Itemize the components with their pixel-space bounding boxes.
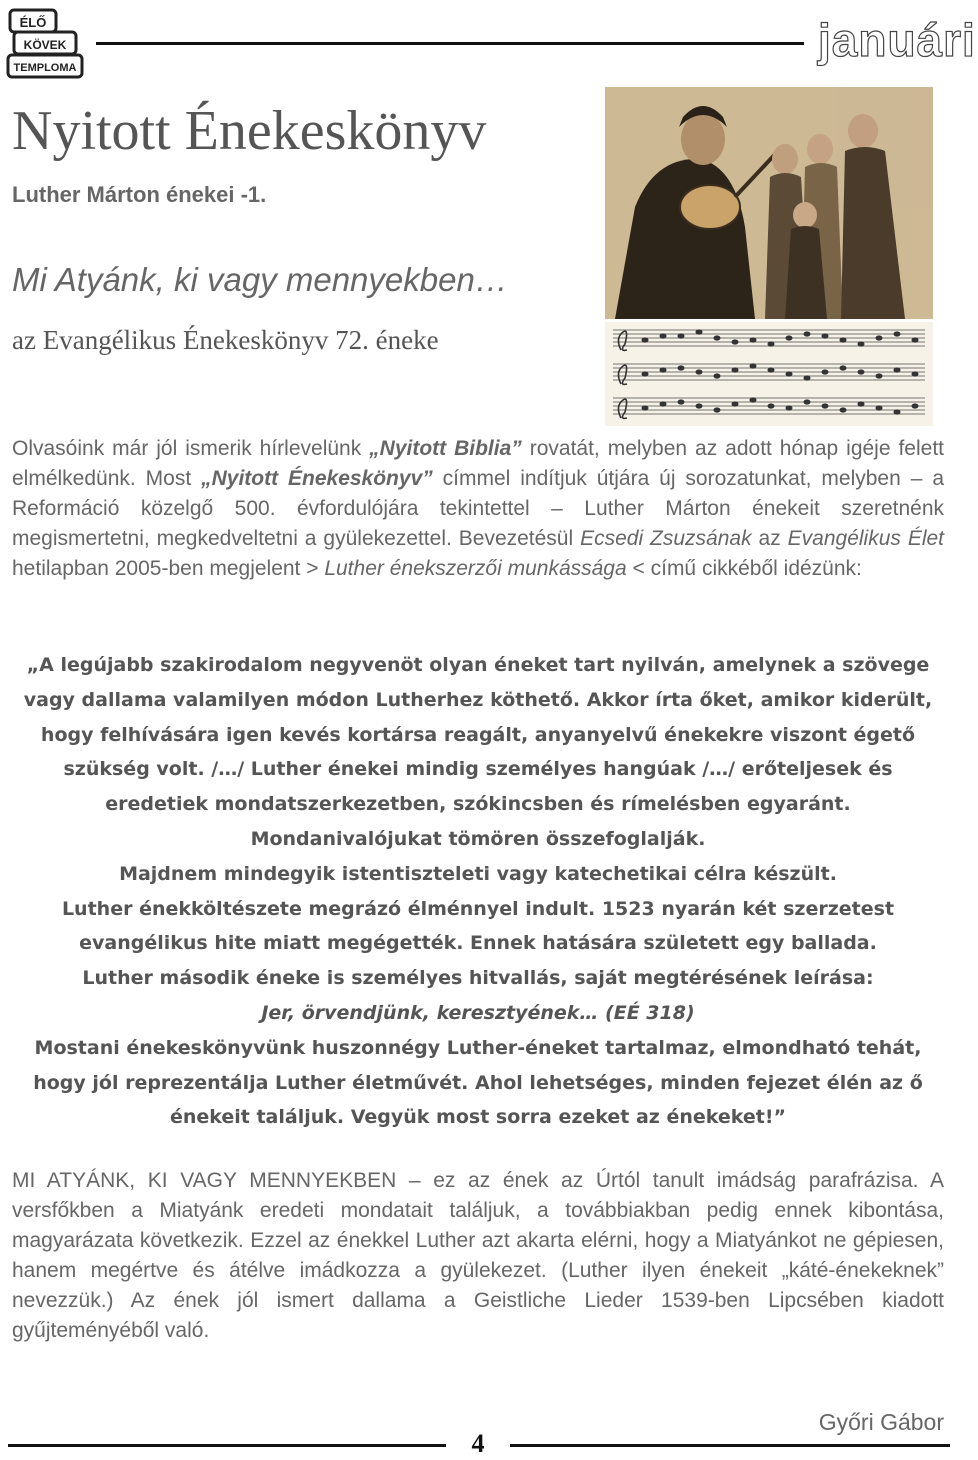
sheet-music-score: [605, 322, 933, 426]
page-title: Nyitott Énekeskönyv: [12, 100, 487, 162]
page-number: 4: [471, 1429, 485, 1458]
hymn-title: Mi Atyánk, ki vagy mennyekben…: [12, 261, 508, 298]
quote-paragraph-6: Mostani énekeskönyvünk huszonnégy Luther-éneket tartalmaz, elmondható tehát, hogy jól reprezentálja Luther életművét. Ahol lehetséges, minden fejezet élén az ő énekeit találjuk. Vegyük most sorra ezeket az énekeket!”: [33, 1036, 923, 1129]
issue-month: januári: [818, 14, 976, 66]
nyitott-enekeskonyv-highlight: „Nyitott Énekeskönyv”: [201, 467, 433, 490]
logo-text-line-3: TEMPLOMA: [13, 62, 77, 74]
cited-article-title: Luther énekszerzői munkássága: [324, 557, 627, 580]
quote-paragraph-4: Luther második éneke is személyes hitvallás, saját megtérésének leírása:: [82, 967, 874, 990]
quote-block: [12, 648, 944, 1135]
quote-hymn-reference: Jer, örvendjünk, keresztyének… (EÉ 318): [261, 1001, 695, 1024]
header-rule: [96, 42, 804, 45]
footer-rule-left: [8, 1444, 446, 1447]
hymn-source: az Evangélikus Énekeskönyv 72. éneke: [12, 325, 439, 355]
intro-paragraph: Olvasóink már jól ismerik hírlevelünk „Nyitott Biblia” rovatát, melyben az adott hónap igéje felett elmélkedünk. Most „Nyitott Énekeskönyv” címmel indítjuk útjára új sorozatunkat, melyben – a Reformáció közelgő 500. évfordulójára tekintettel – Luther Márton énekeit szeretnénk megismertetni, megkedveltetni a gyülekezettel. Bevezetésül Ecsedi Zsuzsának az Evangélikus Élet hetilapban 2005-ben megjelent > Luther énekszerzői munkássága < című cikkéből idézünk:: [12, 437, 945, 580]
logo-block-top: [10, 10, 56, 32]
quote-paragraph-2: Majdnem mindegyik istentiszteleti vagy katechetikai célra készült.: [119, 862, 837, 885]
author-name-italic: Ecsedi Zsuzsának: [580, 527, 752, 550]
church-logo: [6, 6, 86, 82]
logo-text-line-2: KÖVEK: [23, 38, 67, 52]
luther-family-engraving: [605, 87, 933, 319]
logo-block-bottom: [8, 55, 82, 77]
quote-paragraph-1: „A legújabb szakirodalom negyvenöt olyan éneket tart nyilván, amelynek a szövege vagy dallama valamilyen módon Lutherhez köthető. Akkor írta őket, amikor kiderült, hogy felhívására igen kevés kortársa reagált, anyanyelvű énekekre viszont égető szükség volt. /…/ Luther énekei mindig személyes hangúak /…/ erőteljesek és eredetiek mondatszerkezetben, szókincsben és rímelésben egyaránt. Mondanivalójukat tömören összefoglalják.: [23, 654, 933, 850]
article-subtitle: Luther Márton énekei -1.: [12, 182, 267, 207]
logo-block-middle: [14, 32, 76, 54]
publication-name-italic: Evangélikus Élet: [787, 527, 945, 550]
quote-paragraph-3: Luther énekköltészete megrázó élménnyel indult. 1523 nyarán két szerzetest evangélikus hite miatt megégették. Ennek hatására született egy ballada.: [61, 897, 895, 955]
nyitott-biblia-highlight: „Nyitott Biblia”: [369, 437, 522, 460]
footer-rule-right: [510, 1444, 950, 1447]
author-signature: Győri Gábor: [818, 1409, 944, 1435]
logo-text-line-1: ÉLŐ: [19, 15, 47, 30]
body-paragraph: MI ATYÁNK, KI VAGY MENNYEKBEN – ez az ének az Úrtól tanult imádság parafrázisa. A versfőkben a Miatyánk eredeti mondatait találjuk, a továbbiakban pedig ennek kibontása, magyarázata következik. Ezzel az énekkel Luther azt akarta elérni, hogy a Miatyánkot ne gépiesen, hanem megértve és átélve imádkozza a gyülekezet. (Luther ilyen énekeit „káté-énekeknek” nevezzük.) Az ének jól ismert dallama a Geistliche Lieder 1539-ben Lipcsében kiadott gyűjteményéből való.: [12, 1169, 944, 1342]
